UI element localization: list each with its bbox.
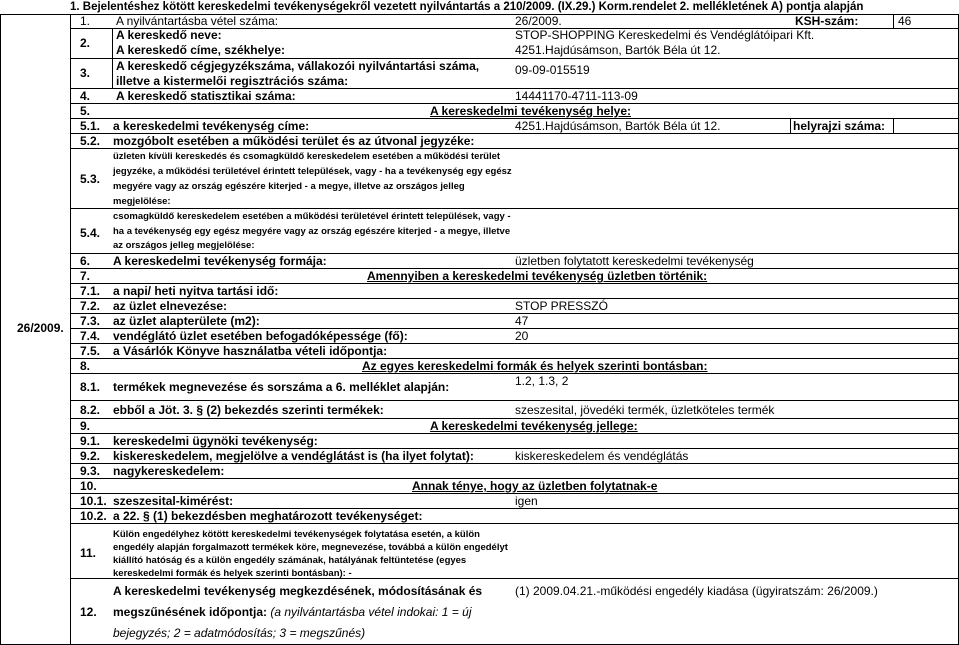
ksh-label: KSH-szám: — [795, 14, 859, 28]
field-value: szeszesital, jövedéki termék, üzletköteles termék — [515, 403, 775, 417]
field-value: 4251.Hajdúsámson, Bartók Béla út 12. — [515, 119, 721, 133]
field-label: mozgóbolt esetében a működési terület és az útvonal jegyzéke: — [113, 134, 475, 148]
field-label-bold: megszűnésének időpontja: — [113, 605, 268, 619]
field-value: 14441170-4711-113-09 — [515, 89, 638, 103]
row-number: 5.3. — [80, 172, 101, 186]
field-value: STOP PRESSZÓ — [515, 299, 608, 313]
row-number: 4. — [80, 89, 91, 103]
row-number: 10.1. — [80, 494, 107, 508]
row-number: 3. — [80, 66, 91, 80]
row-number: 8.2. — [80, 403, 101, 417]
row-number: 9.1. — [80, 434, 101, 448]
field-label: kereskedelmi ügynöki tevékenység: — [113, 434, 318, 448]
field-label: a napi/ heti nyitva tartási idő: — [113, 284, 279, 298]
field-label: ha a tevékenység egy egész megyére vagy az ország egészére kiterjed - a megye, illetve — [113, 226, 511, 237]
field-label: engedély alapján forgalmazott termékek köre, megnevezése, továbbá a külön engedélyt — [113, 542, 508, 553]
field-label: A kereskedő neve: — [116, 28, 222, 42]
section-title: A kereskedelmi tevékenység helye: — [430, 104, 632, 118]
row-number: 5. — [80, 104, 91, 118]
row-number: 9. — [80, 419, 91, 433]
field-label: a kereskedelmi tevékenység címe: — [113, 119, 310, 133]
field-label: a 22. § (1) bekezdésben meghatározott tevékenységet: — [113, 509, 423, 523]
section-title: A kereskedelmi tevékenység jellege: — [430, 419, 638, 433]
field-value: STOP-SHOPPING Kereskedelmi és Vendéglátóipari Kft. — [515, 28, 815, 42]
row-number: 9.3. — [80, 464, 101, 478]
hrsz-label: helyrajzi száma: — [793, 119, 886, 133]
row-number: 10.2. — [80, 509, 107, 523]
field-label: bejegyzés; 2 = adatmódosítás; 3 = megszűnés) — [113, 626, 366, 640]
record-id: 26/2009. — [17, 321, 64, 335]
ksh-value: 46 — [898, 14, 912, 28]
field-label: A kereskedelmi tevékenység formája: — [113, 254, 327, 268]
row-number: 12. — [80, 605, 97, 619]
field-label: kiskereskedelem, megjelölve a vendéglátást is (ha ilyet folytat): — [113, 449, 474, 463]
row-number: 7.4. — [80, 329, 101, 343]
field-label: A kereskedő statisztikai száma: — [116, 89, 296, 103]
field-label: termékek megnevezése és sorszáma a 6. melléklet alapján: — [113, 380, 450, 394]
row-number: 9.2. — [80, 449, 101, 463]
field-label — [113, 605, 471, 619]
section-title: Az egyes kereskedelmi formák és helyek szerinti bontásban: — [362, 359, 708, 373]
field-label: ebből a Jöt. 3. § (2) bekezdés szerinti termékek: — [113, 403, 384, 417]
section-title: Amennyiben a kereskedelmi tevékenység üzletben történik: — [367, 269, 708, 283]
row-number: 8. — [80, 359, 91, 373]
field-value: 09-09-015519 — [515, 63, 590, 77]
row-number: 5.4. — [80, 226, 101, 240]
field-label: nagykereskedelem: — [113, 464, 225, 478]
divider — [893, 14, 894, 29]
field-label: megyére vagy az ország egészére kiterjed - a megye, illetve az országos jelleg — [113, 181, 465, 192]
field-label-italic: (a nyilvántartásba vétel indokai: 1 = új — [267, 605, 472, 619]
row-number: 2. — [80, 36, 91, 50]
divider — [70, 400, 959, 401]
row-number: 7.1. — [80, 284, 101, 298]
field-value: (1) 2009.04.21.-működési engedély kiadása (ügyiratszám: 26/2009.) — [515, 584, 878, 598]
row-number: 7. — [80, 269, 91, 283]
divider — [790, 119, 791, 133]
row-number: 5.2. — [80, 134, 101, 148]
field-label: A kereskedő cégjegyzékszáma, vállakozói nyilvántartási száma, — [116, 59, 480, 73]
field-label: illetve a kistermelői regisztrációs száma: — [116, 74, 349, 88]
row-number: 6. — [80, 254, 91, 268]
field-value: üzletben folytatott kereskedelmi tevékenység — [515, 254, 754, 268]
row-number: 8.1. — [80, 380, 101, 394]
divider — [893, 118, 894, 133]
field-label: az országos jelleg megjelölése: — [113, 240, 255, 251]
row-number: 7.5. — [80, 344, 101, 358]
divider — [0, 14, 1, 645]
section-title: Annak ténye, hogy az üzletben folytatnak-e — [412, 479, 658, 493]
field-label: szeszesital-kimérést: — [113, 494, 234, 508]
row-number: 10. — [80, 479, 97, 493]
field-label: A nyilvántartásba vétel száma: — [116, 14, 279, 28]
row-number: 5.1. — [80, 119, 101, 133]
divider — [70, 208, 959, 209]
field-value: kiskereskedelem és vendéglátás — [515, 449, 689, 463]
field-label: a Vásárlók Könyve használatba vételi időpontja: — [113, 344, 388, 358]
field-label: kereskedelmi formák és helyek szerinti bontásban): - — [113, 568, 352, 579]
field-label: vendéglátó üzlet esetében befogadóképessége (fő): — [113, 329, 408, 343]
field-value: 4251.Hajdúsámson, Bartók Béla út 12. — [515, 43, 721, 57]
field-label: kiállító hatóság és a külön engedély számának, hatályának feltüntetése (egyes — [113, 555, 467, 566]
row-number: 1. — [80, 14, 91, 28]
field-label: jegyzéke, a működési területével érintett települések, vagy - ha a tevékenység egy egész — [113, 166, 512, 177]
header-text: 1. Bejelentéshez kötött kereskedelmi tevékenységekről vezetett nyilvántartás a 210/2009. (IX.29.) Korm.rendelet 2. mellékletének A) pontja alapján — [70, 1, 864, 13]
field-value: 1.2, 1.3, 2 — [515, 374, 569, 388]
row-number: 7.3. — [80, 314, 101, 328]
row-number: 7.2. — [80, 299, 101, 313]
field-label: A kereskedő címe, székhelye: — [116, 43, 285, 57]
field-label: A kereskedelmi tevékenység megkezdésének, módosításának és — [113, 584, 483, 598]
field-label: Külön engedélyhez kötött kereskedelmi tevékenységek folytatása esetén, a külön — [113, 529, 480, 540]
field-label: megjelölése: — [113, 196, 171, 207]
field-label: üzleten kívüli kereskedés és csomagküldő kereskedelem esetében a működési terület — [113, 151, 501, 162]
field-value: 47 — [515, 314, 529, 328]
field-label: csomagküldő kereskedelem esetében a működési területével érintett települések, vagy - — [113, 211, 511, 222]
page-header — [0, 0, 959, 14]
field-label: az üzlet alapterülete (m2): — [113, 314, 260, 328]
field-value: 20 — [515, 329, 529, 343]
divider — [70, 148, 959, 149]
field-value: 26/2009. — [515, 14, 562, 28]
divider — [70, 14, 71, 645]
field-value: igen — [515, 494, 538, 508]
divider — [70, 523, 959, 524]
row-number: 11. — [80, 546, 97, 560]
field-label: az üzlet elnevezése: — [113, 299, 228, 313]
